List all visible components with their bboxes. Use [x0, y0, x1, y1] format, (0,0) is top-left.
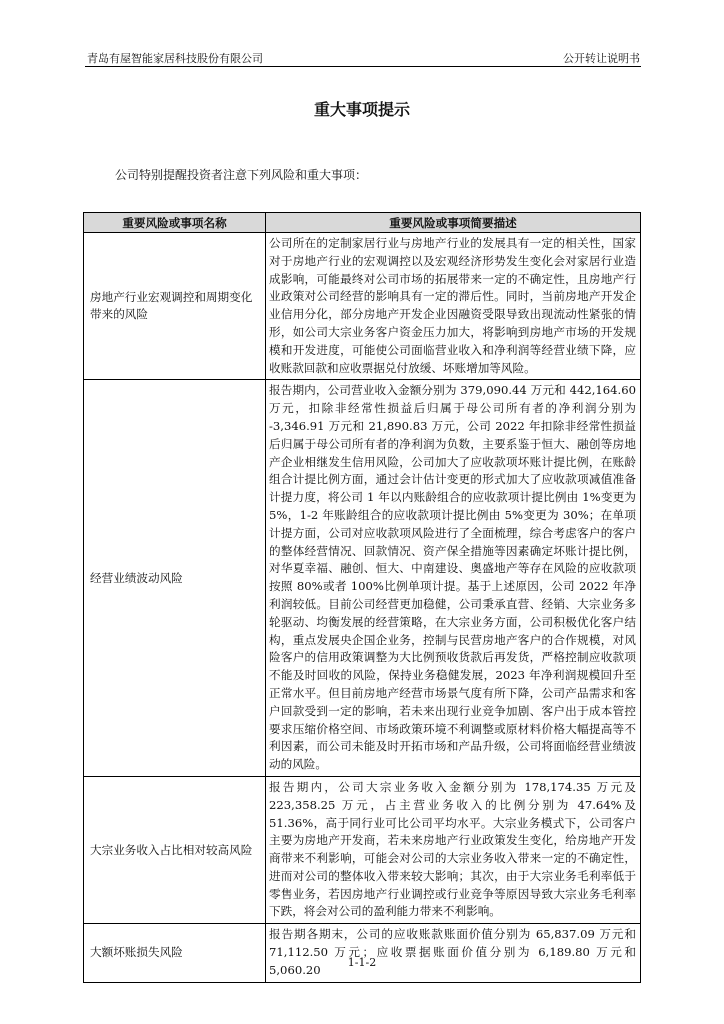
- risk-name-bulk-business: 大宗业务收入占比相对较高风险: [84, 776, 266, 923]
- table-row: [84, 776, 641, 923]
- risk-name-real-estate: 房地产行业宏观调控和周期变化带来的风险: [84, 233, 266, 380]
- page-title: 重大事项提示: [313, 100, 410, 119]
- risk-table: [83, 212, 641, 983]
- risk-name-performance: 经营业绩波动风险: [84, 380, 266, 777]
- risk-desc-bulk-business: 报告期内，公司大宗业务收入金额分别为 178,174.35 万元及 223,358.25 万元，占主营业务收入的比例分别为 47.64%及 51.36%，高于同行业可比公司平均水平。大宗业务模式下，公司客户主要为房地产开发商，若未来房地产行业政策发生变化，给房地产开发商带来不利影响，可能会对公司的大宗业务收入带来一定的不确定性，进而对公司的整体收入带来较大影响；其次，由于大宗业务毛利率低于零售业务，若因房地产行业调控或行业竞争等原因导致大宗业务毛利率下跌，将会对公司的盈利能力带来不利影响。: [266, 776, 641, 923]
- header-doc-type: 公开转让说明书: [563, 52, 640, 65]
- table-header-row: [84, 213, 641, 233]
- header-company: 青岛有屋智能家居科技股份有限公司: [87, 52, 263, 65]
- header-rule: [85, 66, 641, 67]
- intro-text: 公司特别提醒投资者注意下列风险和重大事项：: [115, 168, 368, 182]
- risk-desc-performance: 报告期内，公司营业收入金额分别为 379,090.44 万元和 442,164.60 万元，扣除非经常性损益后归属于母公司所有者的净利润分别为 -3,346.91 万元和 21,890.83 万元，公司 2022 年扣除非经常性损益后归属于母公司所有者的净利润为负数，主要系鉴于恒大、融创等房地产企业相继发生信用风险，公司加大了应收款项坏账计提比例，在账龄组合计提比例方面，通过会计估计变更的形式加大了应收款项减值准备计提力度，将公司 1 年以内账龄组合的应收款项计提比例由 1%变更为 5%，1-2 年账龄组合的应收款项计提比例由 5%变更为 30%；在单项计提方面，公司对应收款项风险进行了全面梳理，综合考虑客户的客户的整体经营情况、回款情况、资产保全措施等因素确定坏账计提比例，对华夏幸福、融创、恒大、中南建设、奥盛地产等存在风险的应收款项按照 80%或者 100%比例单项计提。基于上述原因，公司 2022 年净利润较低。目前公司经营更加稳健，公司秉承直营、经销、大宗业务多轮驱动、均衡发展的经营策略，在大宗业务方面，公司积极优化客户结构，重点发展央企国企业务，控制与民营房地产客户的合作规模，对风险客户的信用政策调整为大比例预收货款后再发货，严格控制应收款项不能及时回收的风险，保持业务稳健发展，2023 年净利润规模回升至正常水平。但目前房地产经营市场景气度有所下降，公司产品需求和客户回款受到一定的影响，若未来出现行业竞争加剧、客户出于成本管控要求压缩价格空间、市场政策环境不利调整或原材料价格大幅提高等不利因素，而公司未能及时开拓市场和产品升级，公司将面临经营业绩波动的风险。: [266, 380, 641, 777]
- table-row: [84, 233, 641, 380]
- table-row: [84, 924, 641, 982]
- risk-desc-real-estate: 公司所在的定制家居行业与房地产行业的发展具有一定的相关性，国家对于房地产行业的宏观调控以及宏观经济形势发生变化会对家居行业造成影响，可能最终对公司市场的拓展带来一定的不确定性，且房地产行业政策对公司经营的影响具有一定的滞后性。同时，当前房地产开发企业信用分化，部分房地产开发企业因融资受限导致出现流动性紧张的情形，如公司大宗业务客户资金压力加大，将影响到房地产市场的开发规模和开发进度，可能使公司面临营业收入和净利润等经营业绩下降，应收账款回款和应收票据兑付放缓、坏账增加等风险。: [266, 233, 641, 380]
- column-header-name: 重要风险或事项名称: [84, 213, 266, 233]
- column-header-desc: 重要风险或事项简要描述: [266, 213, 641, 233]
- risk-name-bad-debt: 大额坏账损失风险: [84, 924, 266, 982]
- table-row: [84, 380, 641, 777]
- risk-desc-bad-debt: 报告期各期末，公司的应收账款账面价值分别为 65,837.09 万元和 71,112.50 万元；应收票据账面价值分别为 6,189.80 万元和 5,060.20: [266, 924, 641, 982]
- page-number: 1-1-2: [347, 956, 377, 969]
